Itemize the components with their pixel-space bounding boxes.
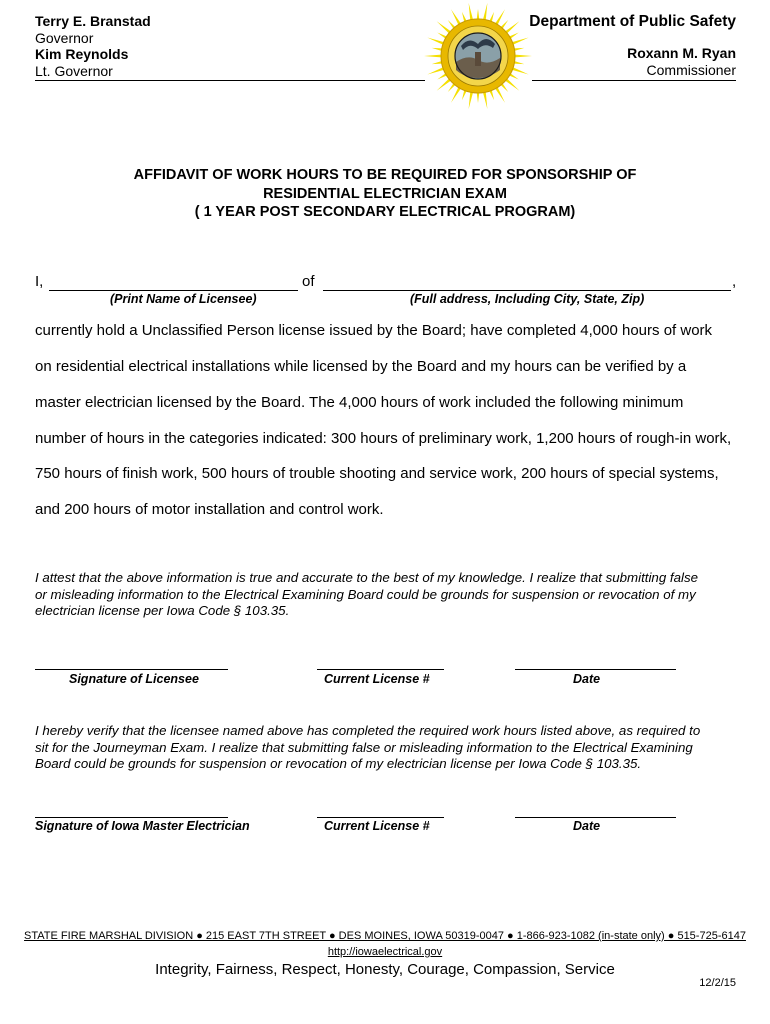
name-caption: (Print Name of Licensee) [110,292,257,306]
commissioner-title: Commissioner [646,61,736,78]
fill-suffix: , [732,273,737,290]
attest-statement [35,570,740,620]
title-line-1: AFFIDAVIT OF WORK HOURS TO BE REQUIRED FOR SPONSORSHIP OF [133,167,637,183]
lt-governor-title: Lt. Governor [35,62,113,79]
licensee-name-field[interactable] [49,290,298,291]
governor-title: Governor [35,29,94,46]
verify-line-2: sit for the Journeyman Exam. I realize that submitting false or misleading information to the Electrical Examining [35,739,693,755]
licensee-date-label: Date [573,672,601,686]
licensee-license-label: Current License # [324,672,430,686]
body-line: on residential electrical installations while licensed by the Board and my hours can be verified by a [35,358,687,375]
attest-line-1: I attest that the above information is true and accurate to the best of my knowledge. I realize that submitting false [35,570,698,585]
header-right-rule [532,80,736,81]
footer-url-link[interactable]: http://iowaelectrical.gov [327,946,443,958]
form-title [0,166,770,222]
body-line: currently hold a Unclassified Person license issued by the Board; have completed 4,000 hours of work [35,322,713,339]
attest-line-3: electrician license per Iowa Code § 103.35. [35,603,290,618]
body-line: and 200 hours of motor installation and control work. [35,501,384,518]
state-seal-icon [423,0,533,112]
header-left-block [35,13,151,79]
fill-prefix: I, [35,273,44,290]
header-left-rule [35,80,425,81]
master-license-label: Current License # [324,819,430,833]
master-signature-label: Signature of Iowa Master Electrician [35,819,250,833]
master-signature-field[interactable] [35,817,228,818]
attest-line-2: or misleading information to the Electrical Examining Board could be grounds for suspension or revocation of my [35,586,696,602]
fill-of: of [302,273,315,290]
body-line: 750 hours of finish work, 500 hours of trouble shooting and service work, 200 hours of special systems, [35,465,719,482]
header-right-block [529,13,736,78]
body-line: number of hours in the categories indicated: 300 hours of preliminary work, 1,200 hours of rough-in work, [35,430,732,447]
master-license-field[interactable] [317,817,444,818]
licensee-signature-field[interactable] [35,669,228,670]
licensee-license-field[interactable] [317,669,444,670]
address-caption: (Full address, Including City, State, Zip) [410,292,645,306]
verify-statement [35,723,740,773]
verify-line-3: Board could be grounds for suspension or revocation of my electrician license per Iowa Code § 103.35. [35,756,642,771]
verify-line-1: I hereby verify that the licensee named above has completed the required work hours listed above, as required to [35,723,701,738]
master-date-field[interactable] [515,817,676,818]
revision-date: 12/2/15 [699,977,736,989]
commissioner-name: Roxann M. Ryan [627,45,736,61]
licensee-date-field[interactable] [515,669,676,670]
lt-governor-name: Kim Reynolds [35,46,129,62]
licensee-signature-label: Signature of Licensee [69,672,199,686]
master-date-label: Date [573,819,601,833]
governor-name: Terry E. Branstad [35,13,151,29]
licensee-address-field[interactable] [323,290,731,291]
title-line-3: ( 1 YEAR POST SECONDARY ELECTRICAL PROGRAM) [194,204,576,220]
footer-motto: Integrity, Fairness, Respect, Honesty, Courage, Compassion, Service [155,961,615,978]
title-line-2: RESIDENTIAL ELECTRICIAN EXAM [263,185,507,202]
department-name: Department of Public Safety [529,13,736,30]
body-line: master electrician licensed by the Board. The 4,000 hours of work included the following minimum [35,394,684,411]
footer-address: STATE FIRE MARSHAL DIVISION ● 215 EAST 7TH STREET ● DES MOINES, IOWA 50319-0047 ● 1-866-923-1082 (in-state only) ● 515-725-6147 [24,930,746,942]
